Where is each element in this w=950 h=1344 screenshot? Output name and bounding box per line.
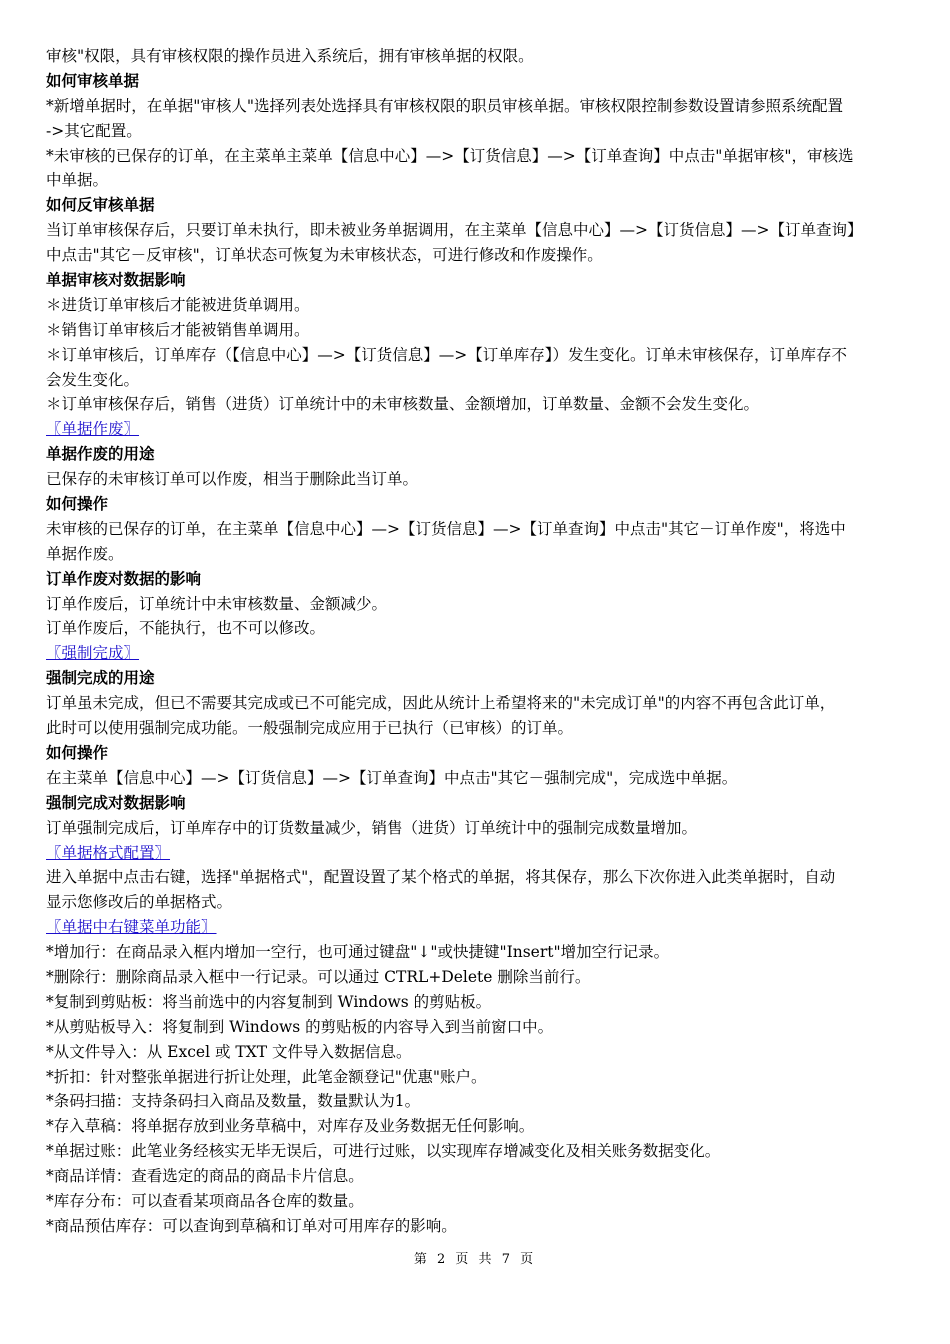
section-heading: 如何操作 [46,495,109,514]
section-heading: 如何反审核单据 [46,196,155,215]
paragraph-line: 此时可以使用强制完成功能。一般强制完成应用于已执行（已审核）的订单。 [46,719,574,738]
paragraph-line: 订单作废后，订单统计中未审核数量、金额减少。 [46,594,388,613]
link-line [46,841,908,866]
paragraph-line: 中点击"其它－反审核"，订单状态可恢复为未审核状态，可进行修改和作废操作。 [46,246,603,265]
section-heading: 强制完成对数据影响 [46,793,186,812]
section-heading: 如何操作 [46,743,109,762]
paragraph-line: 审核"权限，具有审核权限的操作员进入系统后，拥有审核单据的权限。 [46,47,534,65]
paragraph-line: 中单据。 [46,171,109,190]
section-heading: 订单作废对数据的影响 [46,569,202,588]
paragraph-line: *新增单据时，在单据"审核人"选择列表处选择具有审核权限的职员审核单据。审核权限控制参数设置请参照系统配置 [46,96,844,115]
paragraph-line: 在主菜单【信息中心】—>【订货信息】—>【订单查询】中点击"其它－强制完成"，完成选中单据。 [46,768,738,787]
paragraph-line: ＊订单审核后，订单库存（【信息中心】—>【订货信息】—>【订单库存】）发生变化。订单未审核保存，订单库存不 [46,345,847,364]
section-link[interactable]: 〖单据中右键菜单功能〗 [46,918,217,937]
paragraph-line: 会发生变化。 [46,370,140,389]
paragraph-line: ＊订单审核保存后，销售（进货）订单统计中的未审核数量、金额增加，订单数量、金额不会发生变化。 [46,395,760,414]
paragraph-line: 进入单据中点击右键，选择"单据格式"，配置设置了某个格式的单据，将其保存，那么下次你进入此类单据时，自动 [46,868,836,887]
paragraph-line: 已保存的未审核订单可以作废，相当于删除此当订单。 [46,470,419,489]
paragraph-line: *条码扫描：支持条码扫入商品及数量，数量默认为1。 [46,1092,421,1111]
section-link[interactable]: 〖强制完成〗 [46,644,140,663]
paragraph-line: *存入草稿：将单据存放到业务草稿中，对库存及业务数据无任何影响。 [46,1117,535,1136]
document-body [46,44,908,1239]
link-line [46,915,908,940]
paragraph-line: *增加行：在商品录入框内增加一空行，也可通过键盘"↓"或快捷键"Insert"增加空行记录。 [46,943,670,962]
section-heading: 强制完成的用途 [46,669,155,688]
link-line [46,641,908,666]
paragraph-line: *删除行：删除商品录入框中一行记录。可以通过 CTRL+Delete 删除当前行。 [46,967,591,986]
section-link[interactable]: 〖单据格式配置〗 [46,843,171,862]
paragraph-line: *复制到剪贴板：将当前选中的内容复制到 Windows 的剪贴板。 [46,992,492,1011]
paragraph-line: 订单虽未完成，但已不需要其完成或已不可能完成，因此从统计上希望将来的"未完成订单"的内容不再包含此订单， [46,694,836,713]
paragraph-line: 显示您修改后的单据格式。 [46,893,233,912]
link-line [46,417,908,442]
section-heading: 单据审核对数据影响 [46,271,186,290]
paragraph-line: 未审核的已保存的订单，在主菜单【信息中心】—>【订货信息】—>【订单查询】中点击"其它－订单作废"，将选中 [46,519,846,538]
paragraph-line: *从文件导入：从 Excel 或 TXT 文件导入数据信息。 [46,1042,412,1061]
paragraph-line: 当订单审核保存后，只要订单未执行，即未被业务单据调用，在主菜单【信息中心】—>【订货信息】—>【订单查询】 [46,221,863,240]
section-link[interactable]: 〖单据作废〗 [46,420,140,439]
paragraph-line: *折扣：针对整张单据进行折让处理，此笔金额登记"优惠"账户。 [46,1067,487,1086]
paragraph-line: *单据过账：此笔业务经核实无毕无误后，可进行过账，以实现库存增减变化及相关账务数据变化。 [46,1142,721,1161]
paragraph-line: *商品预估库存：可以查询到草稿和订单对可用库存的影响。 [46,1216,457,1235]
paragraph-line: 单据作废。 [46,544,124,563]
paragraph-line: *未审核的已保存的订单，在主菜单主菜单【信息中心】—>【订货信息】—>【订单查询】中点击"单据审核"，审核选 [46,146,854,165]
section-heading: 单据作废的用途 [46,445,155,464]
paragraph-line: *从剪贴板导入：将复制到 Windows 的剪贴板的内容导入到当前窗口中。 [46,1017,554,1036]
section-heading: 如何审核单据 [46,71,140,90]
paragraph-line: ->其它配置。 [46,121,142,140]
paragraph-line: 订单作废后，不能执行，也不可以修改。 [46,619,326,638]
paragraph-line: 订单强制完成后，订单库存中的订货数量减少，销售（进货）订单统计中的强制完成数量增加。 [46,818,698,837]
paragraph-line: *商品详情：查看选定的商品的商品卡片信息。 [46,1167,364,1186]
page-footer: 第 2 页 共 7 页 [413,1252,537,1267]
paragraph-line: ＊销售订单审核后才能被销售单调用。 [46,320,310,339]
paragraph-line: *库存分布：可以查看某项商品各仓库的数量。 [46,1191,364,1210]
paragraph-line: ＊进货订单审核后才能被进货单调用。 [46,295,310,314]
